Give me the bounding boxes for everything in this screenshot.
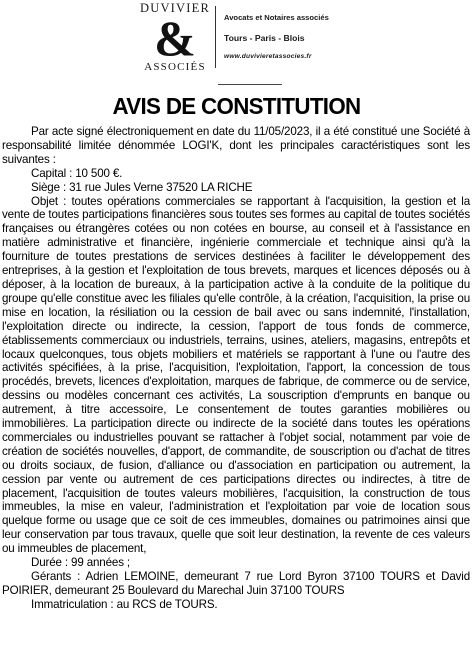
objet-paragraph: Objet : toutes opérations commerciales se rapportant à l'acquisition, la gestion et la vente de toutes participations financières sous toutes ses formes au capital de toutes sociétés françaises ou étrangères cotées ou non cotées en bourse, au conseil et à l'assistance en matière administrative et financière, ingénierie commerciale et technique ainsi qu'à la fourniture de toutes prestations de services destinées à faciliter le développement des entreprises, à la gestion et l'exploitation de tous brevets, marques et licences déposés ou à déposer, à la location de bureaux, à la participation active à la conduite de la politique du groupe qu'elle constitue avec les filiales qu'elle contrôle, à la création, l'acquisition, la prise ou mise en location, la résiliation ou la cession de bail avec ou sans indemnité, l'installation, l'exploitation directe ou indirecte, la cession, l'apport de tous fonds de commerce, établissements commerciaux ou industriels, terrains, usines, ateliers, magasins, entrepôts et locaux quelconques, tous objets mobiliers et matériels se rapportant à l'une ou l'autre des activités spécifiées, à la prise, l'acquisition, l'exploitation, l'apport, la concession de tous procédés, brevets, licences d'exploitation, marques de fabrique, de commerce ou de service, dessins ou modèles concernant ces activités, La souscription d'emprunts en banque ou autrement, à titre accessoire, Le consentement de toutes garanties mobilières ou immobilières. La participation directe ou indirecte de la société dans toutes les opérations commerciales ou industrielles pouvant se rattacher à l'objet social, notamment par voie de création de sociétés nouvelles, d'apport, de commandite, de souscription ou d'achat de titres ou droits sociaux, de fusion, d'alliance ou d'association en participation ou autrement, la cession par vente ou autrement de ces participations directes ou indirectes, à titre de placement, l'acquisition de toutes valeurs mobilières, l'acquisition, la construction de tous immeubles, la mise en valeur, l'administration et l'exploitation par voie de location sous quelque forme ou usage que ce soit de ces immeubles, domaines ou patrimoines ainsi que leur conservation par tous travaux, quelle que soit leur destination, la revente de ces valeurs ou immeubles de placement, <box>2 194 470 556</box>
header-divider <box>215 6 216 68</box>
immatriculation-line: Immatriculation : au RCS de TOURS. <box>31 597 218 611</box>
firm-info <box>224 13 329 62</box>
intro-paragraph: Par acte signé électroniquement en date du 11/05/2023, il a été constitué une Société à responsabilité limitée dénommée LOGI'K, dont les principales caractéristiques sont les suivantes : <box>2 125 470 166</box>
firm-tagline: Avocats et Notaires associés <box>224 13 329 22</box>
firm-logo <box>138 2 212 80</box>
logo-bottom-text: ASSOCIÉS <box>144 61 206 73</box>
siege-line: Siège : 31 rue Jules Verne 37520 LA RICHE <box>31 180 253 194</box>
duree-line: Durée : 99 années ; <box>31 556 130 570</box>
capital-line: Capital : 10 500 €. <box>31 166 123 180</box>
firm-website: www.duvivieretassocies.fr <box>224 53 312 60</box>
firm-cities: Tours - Paris - Blois <box>224 33 305 43</box>
letterhead <box>0 0 473 84</box>
notice-body <box>2 125 470 612</box>
header-rule <box>218 84 282 85</box>
gerants-paragraph: Gérants : Adrien LEMOINE, demeurant 7 rue Lord Byron 37100 TOURS et David POIRIER, demeurant 25 Boulevard du Marechal Juin 37100 TOURS <box>2 570 470 597</box>
logo-ampersand: & <box>154 10 196 66</box>
notice-title: AVIS DE CONSTITUTION <box>112 93 361 119</box>
logo-top-text: DUVIVIER <box>139 1 210 15</box>
